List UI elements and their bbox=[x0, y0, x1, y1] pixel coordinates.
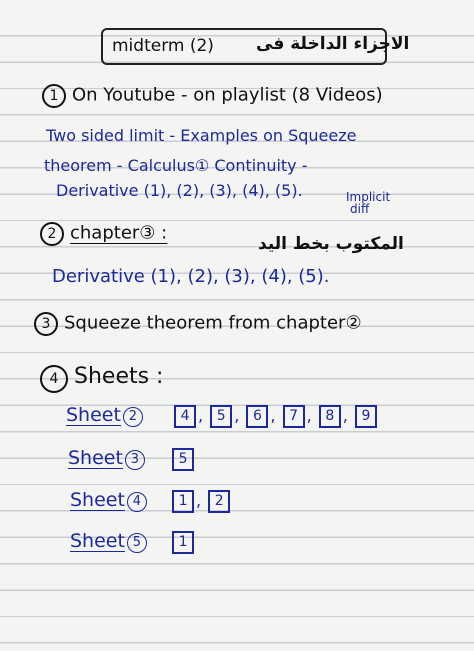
problem-box: 2 bbox=[208, 490, 230, 513]
section2-header bbox=[40, 222, 167, 246]
problem-box: 5 bbox=[210, 405, 232, 428]
sheet-number: 3 bbox=[125, 450, 145, 470]
problem-box: 5 bbox=[172, 448, 194, 471]
section2-heading: chapter③ : bbox=[70, 222, 168, 244]
note-line2: diff bbox=[350, 202, 370, 216]
sheet-label: Sheet bbox=[70, 530, 125, 552]
section4-heading: Sheets : bbox=[74, 364, 164, 389]
section1-line3: Derivative (1), (2), (3), (4), (5). bbox=[56, 181, 303, 200]
section3-heading: Squeeze theorem from chapter② bbox=[64, 312, 362, 334]
sheet-row-2 bbox=[68, 447, 196, 471]
sheet-number: 5 bbox=[127, 533, 147, 553]
problem-box: 8 bbox=[319, 405, 341, 428]
problem-box: 4 bbox=[174, 405, 196, 428]
section4-header bbox=[40, 364, 163, 393]
section1-heading: On Youtube - on playlist (8 Videos) bbox=[72, 84, 383, 106]
sheet-number: 2 bbox=[123, 407, 143, 427]
problem-box: 7 bbox=[283, 405, 305, 428]
sheet-label: Sheet bbox=[68, 447, 123, 469]
section1-line1: Two sided limit - Examples on Squeeze bbox=[46, 126, 357, 145]
section2-line: Derivative (1), (2), (3), (4), (5). bbox=[52, 266, 330, 287]
section3-number: 3 bbox=[34, 312, 58, 336]
implicit-diff-note bbox=[346, 191, 390, 215]
sheet-label: Sheet bbox=[70, 489, 125, 511]
section1-header bbox=[42, 84, 383, 108]
section1-number: 1 bbox=[42, 84, 66, 108]
sheet-number: 4 bbox=[127, 492, 147, 512]
section2-number: 2 bbox=[40, 222, 64, 246]
problem-box: 9 bbox=[355, 405, 377, 428]
problem-box: 1 bbox=[172, 490, 194, 513]
section3-header bbox=[34, 312, 362, 336]
sheet-row-1: Sheet 2 4 , 5 , 6 , 7 , 8 , 9 bbox=[66, 404, 379, 428]
section1-line2: theorem - Calculus① Continuity - bbox=[44, 156, 308, 175]
sheet-row-4 bbox=[70, 530, 196, 554]
title-english: midterm (2) bbox=[112, 36, 214, 56]
section2-arabic-note: المكتوب بخط اليد bbox=[258, 234, 404, 254]
section4-number: 4 bbox=[40, 365, 68, 393]
problem-box: 6 bbox=[246, 405, 268, 428]
sheet-label: Sheet bbox=[66, 404, 121, 426]
title-arabic: الاجزاء الداخلة فى bbox=[256, 34, 410, 54]
problem-box: 1 bbox=[172, 531, 194, 554]
note-line1: Implicit bbox=[346, 190, 391, 204]
sheet-row-3: Sheet 4 1 , 2 bbox=[70, 489, 232, 513]
